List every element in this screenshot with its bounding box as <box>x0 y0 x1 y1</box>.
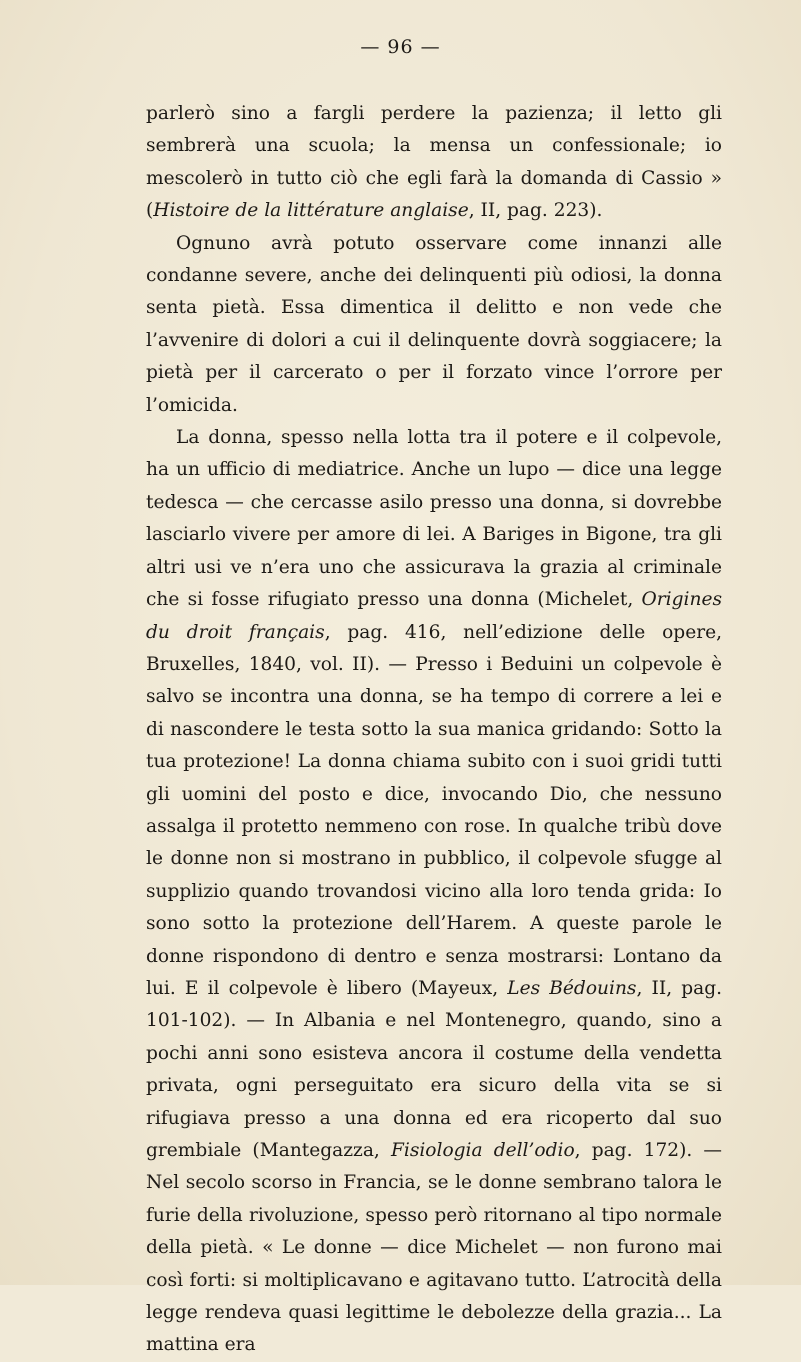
italic-title: Fisiologia dell’odio <box>390 1140 575 1161</box>
paragraph <box>146 228 722 422</box>
text-run: Ognuno avrà potuto osservare come innanzi alle condanne severe, anche dei delinquenti più odiosi, la donna senta pietà. Essa dimentica il delitto e non vede che l’avvenire di dolori a cui il delinquente dovrà soggiacere; la pietà per il carcerato o per il forzato vince l’orrore per l’omicida. <box>146 232 722 416</box>
text-run: , pag. 172). — Nel secolo scorso in Francia, se le donne sembrano talora le furie della rivoluzione, spesso però ritornano al tipo normale della pietà. « Le donne — dice Michelet — non furono mai così forti: si moltiplicavano e agitavano tutto. L’atrocità della legge rendeva quasi legittime le debolezze della grazia... La mattina era <box>146 1140 722 1356</box>
text-run: , II, pag. 223). <box>468 200 603 222</box>
italic-title: Histoire de la littérature anglaise <box>153 200 469 222</box>
text-run: parlerò sino a fargli perdere la pazienza; il letto gli sembrerà una scuola; la mensa un confessionale; io mescolerò in tutto ciò che egli farà la domanda di Cassio » ( <box>146 103 722 222</box>
paragraph <box>146 98 722 228</box>
text-run: , pag. 416, nell’edizione delle opere, Bruxelles, 1840, vol. II). — Presso i Beduini un colpevole è salvo se incontra una donna, se ha tempo di correre a lei e di nascondere le testa sotto la sua manica gridando: Sotto la tua protezione! La donna chiama subito con i suoi gridi tutti gli uomini del posto e dice, invocando Dio, che nessuno assalga il protetto nemmeno con rose. In qualche tribù dove le donne non si mostrano in pubblico, il colpevole sfugge al supplizio quando trovandosi vicino alla loro tenda grida: Io sono sotto la protezione dell’Harem. A queste parole le donne rispondono di dentro e senza mostrarsi: Lontano da lui. E il colpevole è libero (Mayeux, <box>146 621 722 999</box>
italic-title: Origines du droit français <box>146 589 722 643</box>
paragraph <box>146 422 722 1362</box>
body-text <box>146 98 722 1362</box>
page-number: — 96 — <box>360 36 441 58</box>
text-run: La donna, spesso nella lotta tra il potere e il colpevole, ha un ufficio di mediatrice. Anche un lupo — dice una legge tedesca — che cercasse asilo presso una donna, si dovrebbe lasciarlo vivere per amore di lei. A Bariges in Bigone, tra gli altri usi ve n’era uno che assicurava la grazia al criminale che si fosse rifugiato presso una donna (Michelet, <box>146 427 722 611</box>
text-run: , II, pag. 101-102). — In Albania e nel Montenegro, quando, sino a pochi anni sono esisteva ancora il costume della vendetta privata, ogni perseguitato era sicuro della vita se si rifugiava presso a una donna ed era ricoperto dal suo grembiale (Mantegazza, <box>146 977 723 1161</box>
italic-title: Les Bédouins <box>507 977 637 999</box>
